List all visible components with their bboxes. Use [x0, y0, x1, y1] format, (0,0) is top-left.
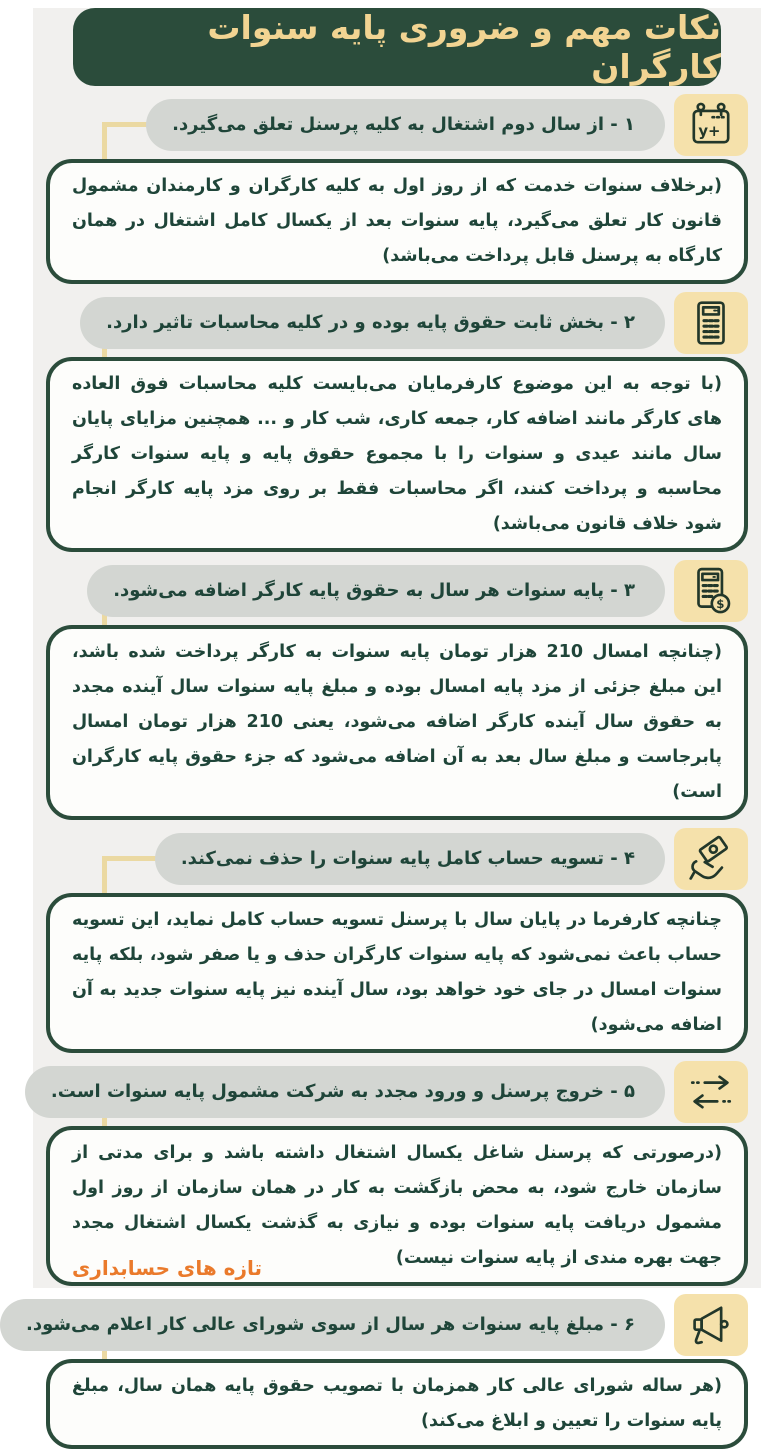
megaphone-icon [674, 1294, 748, 1356]
item-1-header [46, 93, 748, 157]
svg-text:$: $ [716, 597, 725, 612]
hand-banknote-icon [674, 828, 748, 890]
item-2-header [46, 291, 748, 355]
item-4-heading-pill: ۴ - تسویه حساب کامل پایه سنوات را حذف نمی‌کند. [155, 833, 665, 885]
item-4-header [46, 827, 748, 891]
item-1-body-text: (برخلاف سنوات خدمت که از روز اول به کلیه کارگران و کارمندان مشمول قانون کار تعلق می‌گیرد، پایه سنوات بعد از یکسال کامل اشتغال در همان کارگاه به پرسنل قابل پرداخت می‌باشد) [72, 176, 722, 266]
item-2 [46, 291, 748, 552]
item-6-header [26, 1293, 748, 1357]
item-5-body-text: (درصورتی که پرسنل شاغل یکسال اشتغال داشته باشد و برای مدتی از سازمان خارج شود، به محض بازگشت به کار در همان سازمان از روز اول مشمول دریافت پایه سنوات بوده و نیازی به گذشت یکسال اشتغال مجدد جهت بهره مندی از پایه سنوات نیست) [72, 1143, 722, 1268]
item-1 [46, 93, 748, 284]
item-6-heading-pill: ۶ - مبلغ پایه سنوات هر سال از سوی شورای عالی کار اعلام می‌شود. [0, 1299, 665, 1351]
item-2-heading-pill: ۲ - بخش ثابت حقوق پایه بوده و در کلیه محاسبات تاثیر دارد. [80, 297, 665, 349]
item-3-body [46, 625, 748, 820]
item-1-body [46, 159, 748, 284]
item-5 [46, 1060, 748, 1286]
item-5-body [46, 1126, 748, 1286]
item-5-header [46, 1060, 748, 1124]
item-1-heading-pill: ۱ - از سال دوم اشتغال به کلیه پرسنل تعلق می‌گیرد. [146, 99, 665, 151]
item-6-body [46, 1359, 748, 1449]
calculator-icon [674, 292, 748, 354]
item-3-heading-pill: ۳ - پایه سنوات هر سال به حقوق پایه کارگر اضافه می‌شود. [87, 565, 665, 617]
item-2-body-text: (با توجه به این موضوع کارفرمایان می‌بایست کلیه محاسبات فوق العاده های کارگر مانند اضافه کار، جمعه کاری، شب کار و ... همچنین مزایای پایان سال مانند عیدی و سنوات را با مجموع حقوق پایه و پایه سنوات کارگر محاسبه و پرداخت کنند، اگر محاسبات فقط بر روی مزد پایه کارگر انجام شود خلاف قانون می‌باشد) [72, 374, 722, 534]
item-2-body [46, 357, 748, 552]
item-3-header [46, 559, 748, 623]
calculator-money-icon [674, 560, 748, 622]
exit-return-arrows-icon [674, 1061, 748, 1123]
item-4-body-text: چنانچه کارفرما در پایان سال با پرسنل تسویه حساب کامل نماید، این تسویه حساب باعث نمی‌شود که پایه سنوات کارگران حذف و یا صفر شود، بلکه پایه سنوات امسال در جای خود خواهد بود، سال آینده نیز پایه سنوات جدید به آن اضافه می‌شود) [72, 910, 722, 1035]
item-4 [46, 827, 748, 1053]
item-6-body-text: (هر ساله شورای عالی کار همزمان با تصویب حقوق پایه همان سال، مبلغ پایه سنوات را تعیین و ابلاغ می‌کند) [72, 1376, 722, 1431]
item-4-body [46, 893, 748, 1053]
calendar-plus-year-icon [674, 94, 748, 156]
item-3 [46, 559, 748, 820]
item-5-heading-pill: ۵ - خروج پرسنل و ورود مجدد به شرکت مشمول پایه سنوات است. [25, 1066, 665, 1118]
watermark: تازه های حسابداری [72, 1256, 263, 1280]
svg-text:+y: +y [698, 122, 721, 140]
item-6 [26, 1293, 748, 1449]
item-3-body-text: (چنانچه امسال 210 هزار تومان پایه سنوات به کارگر پرداخت شده باشد، این مبلغ جزئی از مزد پایه امسال بوده و مبلغ پایه سنوات سال آینده مجدد به حقوق سال آینده کارگر اضافه می‌شود، یعنی 210 هزار تومان امسال پابرجاست و مبلغ سال بعد به آن اضافه می‌شود که جزء حقوق پایه کارگران است) [72, 642, 723, 802]
seniority-infographic [26, 8, 761, 1431]
page-title: نکات مهم و ضروری پایه سنوات کارگران [73, 8, 721, 86]
